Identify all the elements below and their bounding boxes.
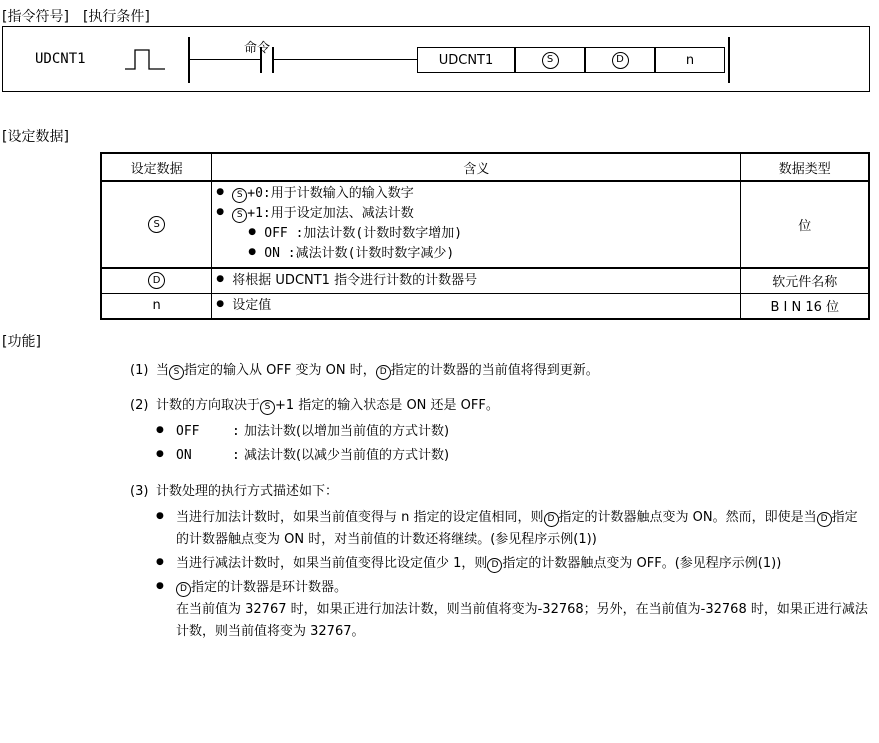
list-item-extra-text: 在当前值为 32767 时，如果正进行加法计数，则当前值将变为-32768；另外，在当前值为-32768 时，如果正进行减法计数，则当前值将变为 32767。 — [176, 601, 868, 639]
text-a: 当 — [156, 363, 170, 378]
setting-data-table — [100, 152, 870, 320]
destination-operand-icon: D — [487, 558, 502, 573]
ladder-right-rail — [728, 37, 730, 83]
row-n-name: n — [101, 293, 212, 319]
instruction-symbol-heading — [2, 6, 150, 26]
row-source-type: 位 — [741, 181, 869, 268]
bullet-value: 加法计数(以增加当前值的方式计数) — [243, 423, 450, 439]
source-operand-icon: S — [260, 400, 275, 415]
list-item — [156, 553, 870, 575]
list-item-text: +0:用于计数输入的输入数字 — [247, 186, 414, 201]
destination-operand-icon: D — [612, 52, 629, 69]
source-operand-icon: S — [169, 365, 184, 380]
list-item — [156, 507, 870, 551]
table-row — [101, 181, 869, 268]
list-item-text-part-1: 当进行减法计数时，如果当前值变得比设定值少 1，则 — [176, 555, 488, 571]
function-item-2 — [130, 395, 870, 467]
list-item — [216, 184, 736, 204]
row-source-meaning — [212, 181, 741, 268]
row-source-name — [101, 181, 212, 268]
list-item — [156, 445, 870, 467]
list-item-text-part-2: 指定的计数器触点变为 ON。然而，即使是当 — [558, 509, 817, 525]
function-item-1-text — [156, 363, 599, 378]
list-item — [216, 271, 736, 291]
list-item — [156, 577, 870, 643]
list-item-text: ON :减法计数(计数时数字减少) — [264, 246, 455, 262]
text-a: 计数的方向取决于 — [156, 398, 261, 414]
list-item — [216, 204, 736, 264]
function-item-3 — [130, 481, 870, 643]
list-item-text: 设定值 — [232, 297, 272, 313]
list-item-text: OFF :加法计数(计数时数字增加) — [264, 226, 463, 242]
column-header-setting-data: 设定数据 — [101, 153, 212, 181]
command-label: 命令 — [244, 41, 271, 56]
list-item-text: 将根据 UDCNT1 指令进行计数的计数器号 — [232, 272, 478, 288]
ladder-block-instruction — [417, 47, 515, 73]
bullet-value: 减法计数(以减少当前值的方式计数) — [243, 447, 450, 463]
function-item-3-number: (3) — [130, 484, 149, 500]
destination-operand-icon: D — [376, 365, 391, 380]
text-c: 指定的计数器的当前值将得到更新。 — [390, 363, 599, 378]
row-destination-type: 软元件名称 — [741, 268, 869, 294]
bullet-key: ON — [176, 447, 192, 463]
execution-condition-label: [执行条件] — [82, 9, 150, 25]
list-item-text-part-1: 当进行加法计数时，如果当前值变得与 n 指定的设定值相同，则 — [176, 509, 544, 525]
source-operand-icon: S — [148, 216, 165, 233]
list-item — [248, 224, 736, 244]
ladder-wire-1 — [190, 59, 260, 60]
table-row — [101, 293, 869, 319]
ladder-diagram-box — [2, 26, 870, 92]
source-operand-icon: S — [232, 208, 247, 223]
function-item-3-bullets — [156, 507, 870, 644]
row-destination-meaning — [212, 268, 741, 294]
destination-operand-icon: D — [148, 272, 165, 289]
function-item-3-text: 计数处理的执行方式描述如下： — [156, 484, 339, 500]
function-item-1-number: (1) — [130, 363, 149, 378]
ladder-instruction-name: UDCNT1 — [35, 51, 86, 67]
list-item-text: +1:用于设定加法、减法计数 — [247, 206, 414, 222]
function-item-2-text — [156, 398, 499, 413]
ladder-block-n-text: n — [685, 52, 695, 68]
function-item-1 — [130, 360, 870, 381]
row-n-type: B I N 16 位 — [741, 293, 869, 319]
bullet-sep: : — [232, 423, 240, 439]
ladder-block-n — [655, 47, 725, 73]
list-item-text-part-2: 指定的计数器触点变为 OFF。(参见程序示例(1)) — [502, 555, 782, 571]
pulse-waveform-icon — [125, 47, 165, 73]
bullet-key: OFF — [176, 423, 200, 439]
destination-operand-icon: D — [817, 512, 832, 527]
list-item — [156, 421, 870, 443]
setting-data-heading: [设定数据] — [2, 129, 69, 145]
row-destination-name — [101, 268, 212, 294]
function-body — [130, 360, 870, 657]
ladder-block-instruction-text: UDCNT1 — [438, 52, 494, 68]
row-n-meaning — [212, 293, 741, 319]
ladder-wire-2 — [274, 59, 418, 60]
column-header-data-type: 数据类型 — [741, 153, 869, 181]
table-header-row — [101, 153, 869, 181]
instruction-symbol-label: [指令符号] — [2, 9, 69, 25]
text-b: +1 指定的输入状态是 ON 还是 OFF。 — [275, 398, 499, 414]
table-row — [101, 268, 869, 294]
ladder-block-destination — [585, 47, 655, 73]
column-header-meaning: 含义 — [212, 153, 741, 181]
function-item-2-number: (2) — [130, 398, 149, 414]
list-item-text-part-3: 指定的计数器触点变为 ON 时，对当前值的计数还将继续。(参见程序示例(1)) — [176, 509, 858, 547]
list-item-text-part-2: 指定的计数器是环计数器。 — [191, 579, 348, 595]
source-operand-icon: S — [232, 188, 247, 203]
function-heading: [功能] — [2, 334, 41, 350]
ladder-block-source — [515, 47, 585, 73]
text-b: 指定的输入从 OFF 变为 ON 时， — [184, 363, 376, 378]
list-item — [216, 296, 736, 316]
function-item-2-bullets — [156, 421, 870, 467]
list-item — [248, 244, 736, 264]
ladder-left-rail — [188, 37, 190, 83]
bullet-sep: : — [232, 447, 240, 463]
destination-operand-icon: D — [544, 512, 559, 527]
destination-operand-icon: D — [176, 582, 191, 597]
source-operand-icon: S — [542, 52, 559, 69]
